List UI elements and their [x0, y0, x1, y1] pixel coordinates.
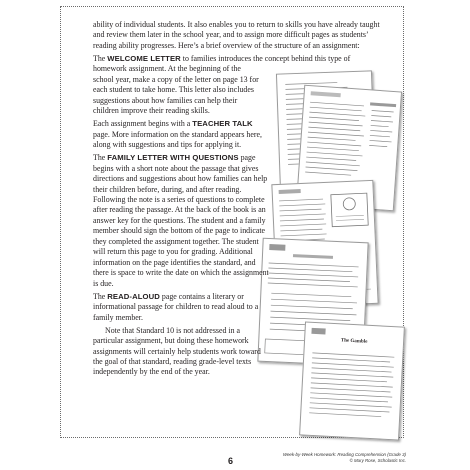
- welcome-letter-keyword: WELCOME LETTER: [107, 53, 181, 63]
- teacher-talk-keyword: TEACHER TALK: [192, 119, 253, 129]
- read-aloud-keyword: READ-ALOUD: [107, 291, 160, 301]
- family-letter-keyword: FAMILY LETTER WITH QUESTIONS: [107, 153, 239, 163]
- welcome-letter-paragraph: The WELCOME LETTER to families introduces the concept behind this type of homework assignment. At the beginning of the: [93, 53, 351, 74]
- standard-note-paragraph: Note that Standard 10 is not addressed in a particular assignment, but doing these homework assignments will certainly help students work toward the goal of that standard, reading grade-level texts independently by the end of the year.: [93, 325, 261, 377]
- teacher-talk-paragraph: Each assignment begins with a TEACHER TALK page. More information on the standard appears here, along with suggestions and tips for applying it.: [93, 119, 262, 150]
- read-aloud-story-title: The Gamble: [340, 338, 368, 345]
- intro-paragraph: ability of individual students. It also enables you to return to skills you have already taught and review them later in the school year, and to assign more difficult pages as students’ reading ability progresses. Here’s a brief overview of the structure of an assignment:: [93, 20, 380, 50]
- page-number: 6: [228, 456, 234, 466]
- body-text: [93, 20, 383, 381]
- copyright-credit: Week-by-Week Homework: Reading Comprehension (Grade 3) © Mary Rose, Scholastic Inc.: [282, 452, 406, 463]
- read-aloud-paragraph: The READ-ALOUD page contains a literary or informational passage for children to read aloud to a family member.: [93, 291, 259, 322]
- welcome-letter-continued: school year, make a copy of the letter on page 13 for each student to take home. This letter also includes suggestions about how families can help their children improve their reading skills.: [93, 74, 259, 116]
- family-letter-paragraph: The FAMILY LETTER WITH QUESTIONS page begins with a short note about the passage that gives directions and suggestions about how families can help their children before, during, and after reading. Following the note is a series of questions to complete after reading the passage. At the back of the book is an answer key for the questions. The student and a family member should sign the bottom of the page to indicate they completed the assignment together. The student will return this page to you for grading. Additional information on the page identifies the standard, and there is space to write the date on which the assignment is due.: [93, 153, 269, 288]
